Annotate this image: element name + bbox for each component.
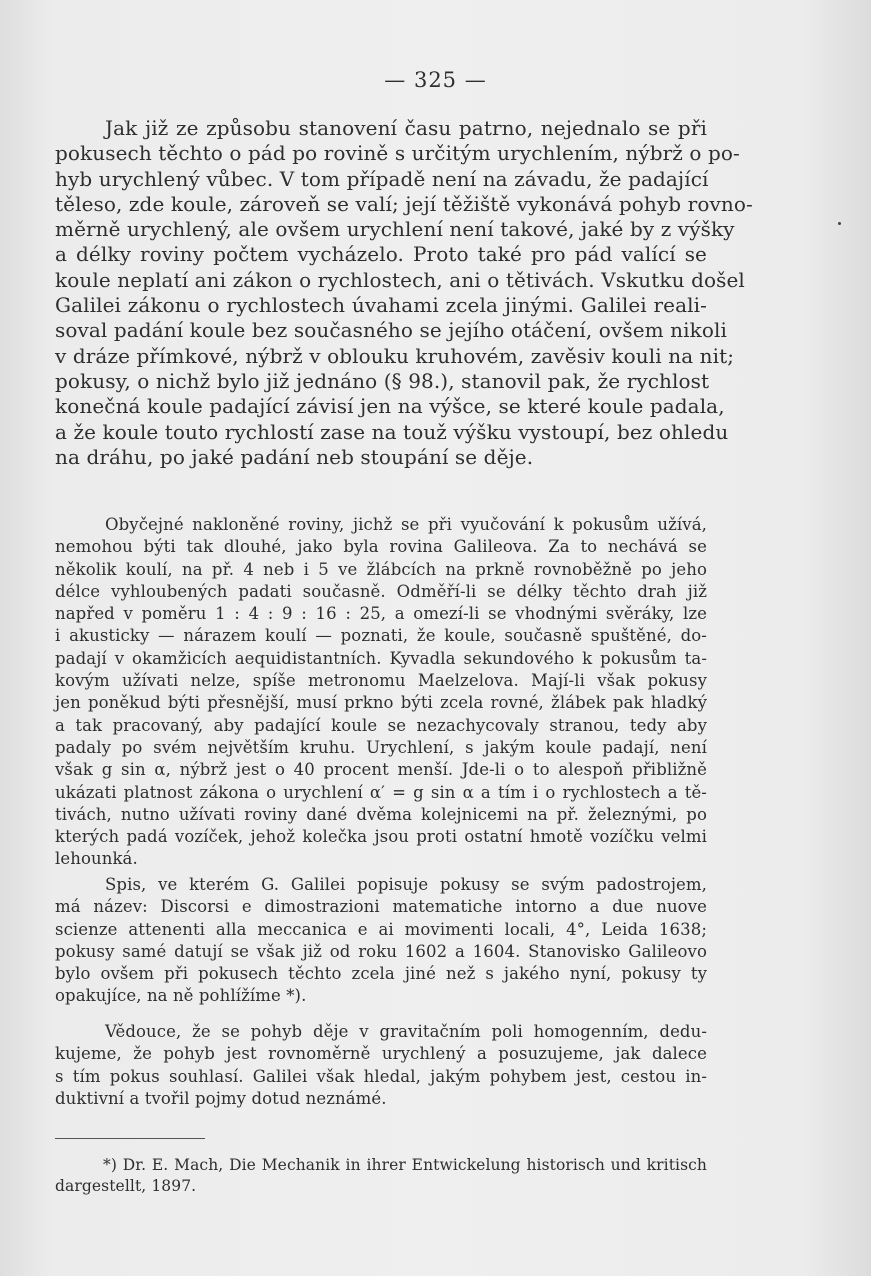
text-line: duktivní a tvořil pojmy dotud neznámé. xyxy=(55,1088,387,1108)
text-line: délce vyhloubených padati současně. Odměří-li se délky těchto drah již xyxy=(55,581,707,601)
text-line: pokusy samé datují se však již od roku 1602 a 1604. Stanovisko Galileovo xyxy=(55,941,707,961)
text-line: několik koulí, na př. 4 neb i 5 ve žlábcích na prkně rovnoběžně po jeho xyxy=(55,559,707,579)
text-line: hyb urychlený vůbec. V tom případě není na závadu, že padající xyxy=(55,166,709,191)
small-paragraph-deduction xyxy=(55,1021,707,1110)
small-paragraph-experiments xyxy=(55,514,707,871)
text-line: padaly po svém největším kruhu. Urychlení, s jakým koule padají, není xyxy=(55,737,707,757)
text-line: Galilei zákonu o rychlostech úvahami zcela jinými. Galilei reali- xyxy=(55,293,707,318)
text-line: kujeme, že pohyb jest rovnoměrně urychlený a posuzujeme, jak dalece xyxy=(55,1044,707,1064)
page-number: — 325 — xyxy=(384,68,487,92)
text-line: těleso, zde koule, zároveň se valí; její těžiště vykonává pohyb rovno- xyxy=(55,191,753,216)
text-line: ukázati platnost zákona o urychlení α′ = g sin α a tím i o rychlostech a tě- xyxy=(55,782,707,802)
main-paragraph xyxy=(55,116,753,470)
text-line: opakujíce, na ně pohlížíme *). xyxy=(55,986,307,1006)
text-line: má název: Discorsi e dimostrazioni matematiche intorno a due nuove xyxy=(55,897,707,917)
text-line: tivách, nutno užívati roviny dané dvěma kolejnicemi na př. železnými, po xyxy=(55,804,707,824)
text-line: s tím pokus souhlasí. Galilei však hledal, jakým pohybem jest, cestou in- xyxy=(55,1066,707,1086)
text-line: koule neplatí ani zákon o rychlostech, ani o tětivách. Vskutku došel xyxy=(55,267,745,292)
text-line: pokusech těchto o pád po rovině s určitým urychlením, nýbrž o po- xyxy=(55,141,740,166)
text-line: pokusy, o nichž bylo již jednáno (§ 98.), stanovil pak, že rychlost xyxy=(55,368,710,393)
footnote-line: *) Dr. E. Mach, Die Mechanik in ihrer Entwickelung historisch und kritisch xyxy=(103,1156,707,1174)
text-line: a že koule touto rychlostí zase na touž výšku vystoupí, bez ohledu xyxy=(55,419,729,444)
text-line: a délky roviny počtem vycházelo. Proto také pro pád valící se xyxy=(55,242,707,267)
text-line: Vědouce, že se pohyb děje v gravitačním poli homogenním, dedu- xyxy=(105,1022,707,1041)
text-line: nemohou býti tak dlouhé, jako byla rovina Galileova. Za to nechává se xyxy=(55,537,707,557)
text-line: bylo ovšem při pokusech těchto zcela jiné než s jakého nyní, pokusy ty xyxy=(55,964,707,984)
text-line: v dráze přímkové, nýbrž v oblouku kruhovém, zavěsiv kouli na nit; xyxy=(55,343,735,368)
text-line: lehounká. xyxy=(55,849,138,869)
text-line: kovým užívati nelze, spíše metronomu Maelzelova. Mají-li však pokusy xyxy=(55,671,707,691)
text-line: napřed v poměru 1 : 4 : 9 : 16 : 25, a omezí-li se vhodnými svěráky, lze xyxy=(55,604,707,624)
small-paragraph-galilei-book xyxy=(55,874,707,1008)
footnote-line: dargestellt, 1897. xyxy=(55,1177,197,1195)
text-line: padají v okamžicích aequidistantních. Kyvadla sekundového k pokusům ta- xyxy=(55,648,707,668)
text-line: však g sin α, nýbrž jest o 40 procent menší. Jde-li o to alespoň přibližně xyxy=(55,760,707,780)
footnote-divider xyxy=(55,1138,205,1139)
text-line: na dráhu, po jaké padání neb stoupání se děje. xyxy=(55,444,534,469)
text-line: i akusticky — nárazem koulí — poznati, že koule, současně spuštěné, do- xyxy=(55,626,707,646)
text-line: Obyčejné nakloněné roviny, jichž se při vyučování k pokusům užívá, xyxy=(105,515,707,534)
margin-mark xyxy=(838,222,841,225)
text-line: měrně urychlený, ale ovšem urychlení není takové, jaké by z výšky xyxy=(55,217,735,242)
text-line: konečná koule padající závisí jen na výšce, se které koule padala, xyxy=(55,394,725,419)
text-line: jen poněkud býti přesnější, musí prkno býti zcela rovné, žlábek pak hladký xyxy=(55,693,707,713)
text-line: kterých padá vozíček, jehož kolečka jsou proti ostatní hmotě vozíčku velmi xyxy=(55,827,707,847)
text-line: soval padání koule bez současného se jejího otáčení, ovšem nikoli xyxy=(55,318,727,343)
text-line: scienze attenenti alla meccanica e ai movimenti locali, 4°, Leida 1638; xyxy=(55,919,707,939)
footnote xyxy=(55,1155,707,1197)
text-line: Spis, ve kterém G. Galilei popisuje pokusy se svým padostrojem, xyxy=(105,875,707,894)
text-line: a tak pracovaný, aby padající koule se nezachycovaly stranou, tedy aby xyxy=(55,715,707,735)
text-line: Jak již ze způsobu stanovení času patrno, nejednalo se při xyxy=(105,116,707,140)
